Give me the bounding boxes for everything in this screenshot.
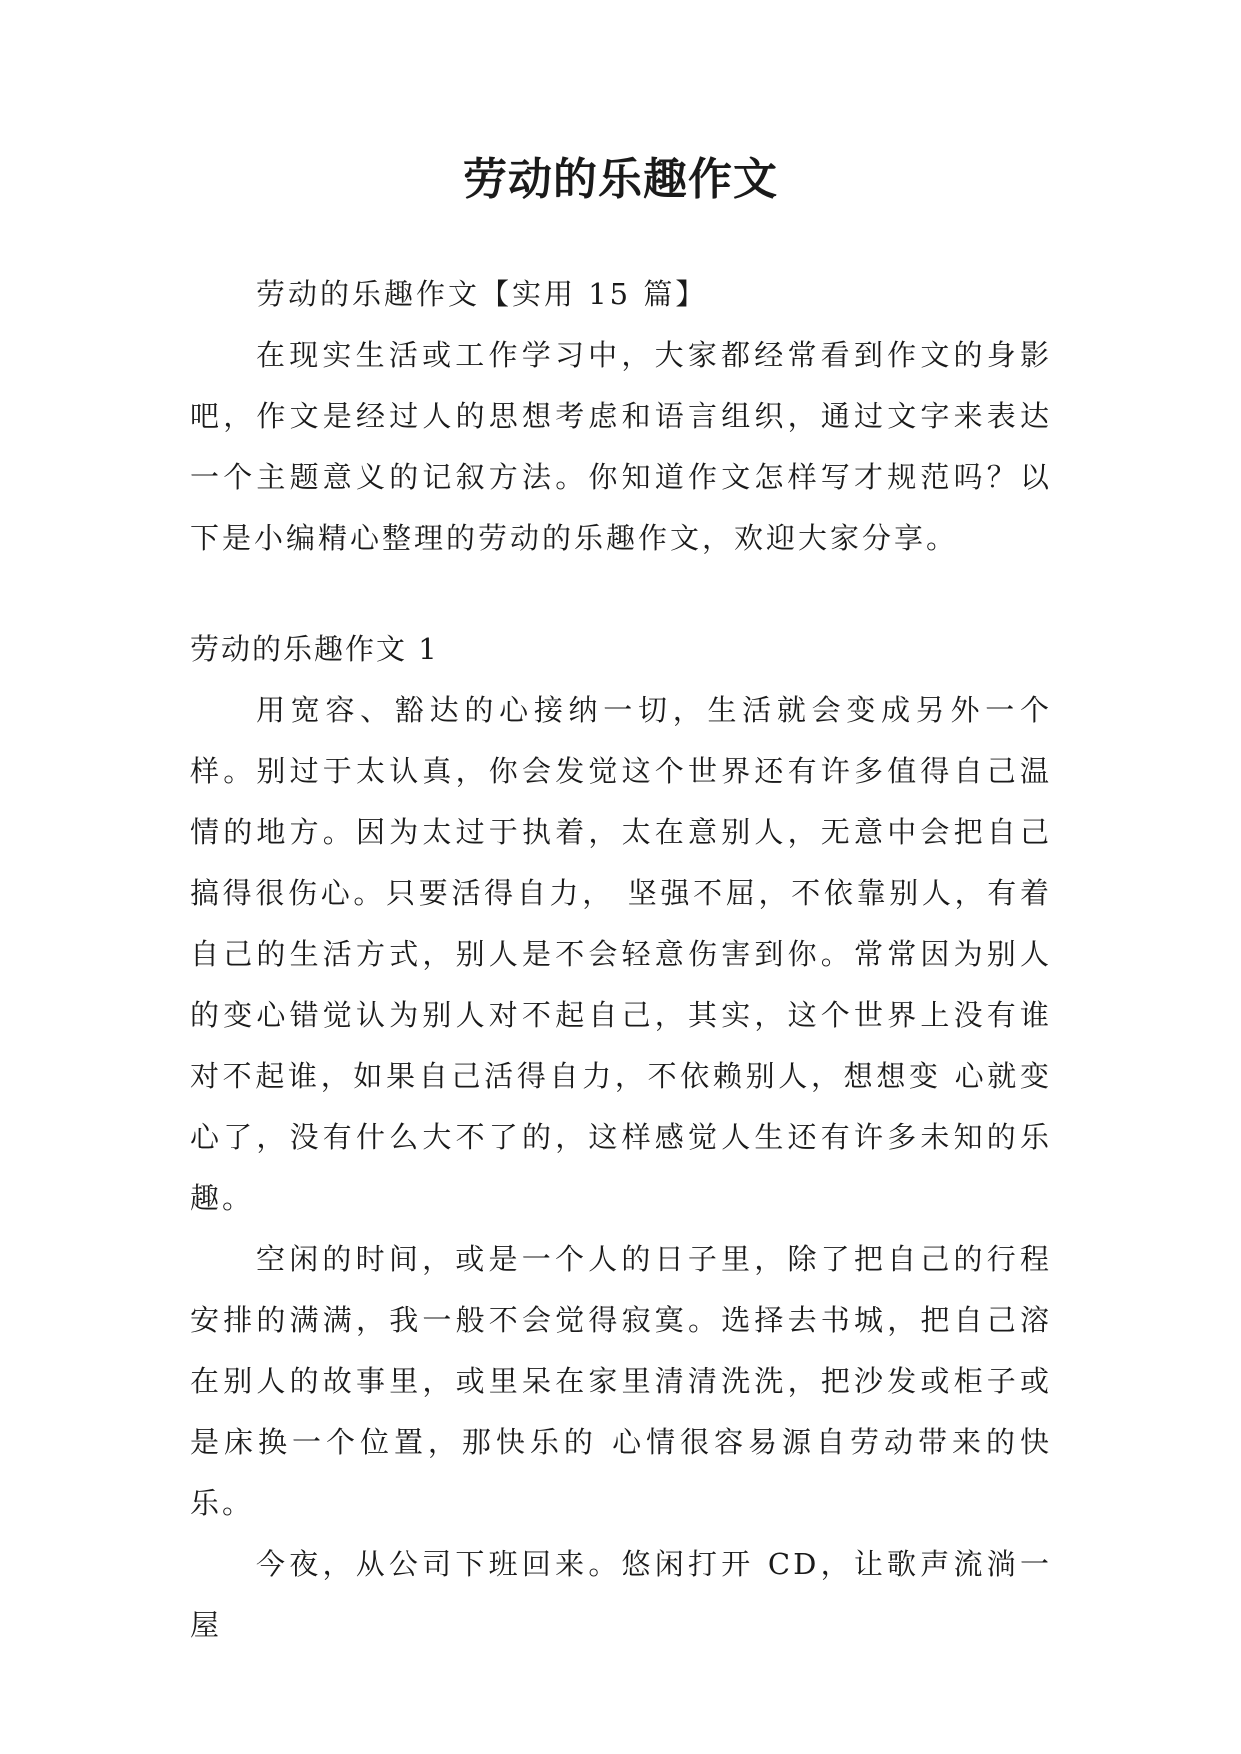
intro-paragraph: 在现实生活或工作学习中，大家都经常看到作文的身影吧，作文是经过人的思想考虑和语言组织，通过文字来表达一个主题意义的记叙方法。你知道作文怎样写才规范吗？以下是小编精心整理的劳动的乐趣作文，欢迎大家分享。 xyxy=(190,338,1052,555)
body-paragraph: 空闲的时间，或是一个人的日子里，除了把自己的行程安排的满满，我一般不会觉得寂寞。选择去书城，把自己溶在别人的故事里，或里呆在家里清清洗洗，把沙发或柜子或是床换一个位置，那快乐的 心情很容易源自劳动带来的快乐。 xyxy=(190,1242,1052,1520)
body-paragraph: 用宽容、豁达的心接纳一切，生活就会变成另外一个样。别过于太认真，你会发觉这个世界还有许多值得自己温情的地方。因为太过于执着，太在意别人，无意中会把自己搞得很伤心。只要活得自力， 坚强不屈，不依靠别人，有着自己的生活方式，别人是不会轻意伤害到你。常常因为别人的变心错觉认为别人对不起自己，其实，这个世界上没有谁对不起谁，如果自己活得自力，不依赖别人，想想变 心就变心了，没有什么大不了的，这样感觉人生还有许多未知的乐趣。 xyxy=(190,693,1052,1215)
document-title: 劳动的乐趣作文 xyxy=(463,154,778,205)
body-paragraph: 今夜，从公司下班回来。悠闲打开 CD，让歌声流淌一屋 xyxy=(190,1547,1052,1642)
section-heading: 劳动的乐趣作文 1 xyxy=(190,632,439,666)
document-body xyxy=(190,264,1052,1656)
document-subtitle: 劳动的乐趣作文【实用 15 篇】 xyxy=(256,277,708,311)
